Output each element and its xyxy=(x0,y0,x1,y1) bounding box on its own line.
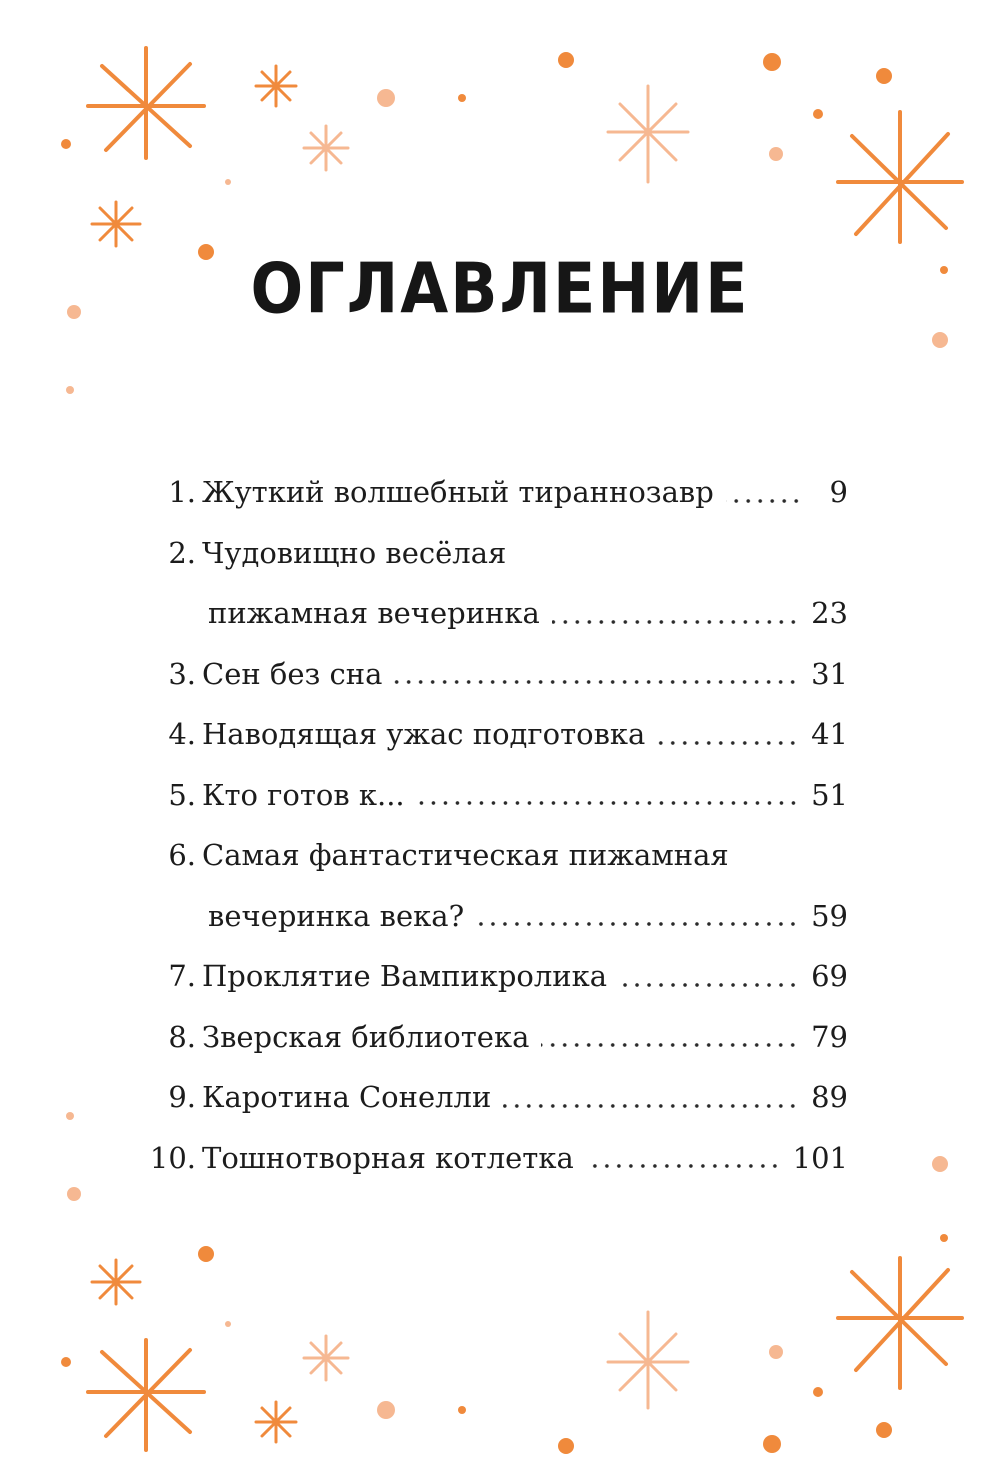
page-number: 9 xyxy=(829,475,848,509)
table-of-contents xyxy=(148,462,848,1188)
star-icon xyxy=(88,1340,204,1450)
chapter-title: Тошнотворная котлетка xyxy=(202,1140,574,1175)
chapter-title: Зверская библиотека xyxy=(202,1019,530,1054)
page-number: 101 xyxy=(792,1140,848,1175)
star-icon xyxy=(92,202,140,246)
chapter-number: 1. xyxy=(168,475,196,509)
chapter-title-continued: вечеринка века? xyxy=(208,898,465,933)
star-icon xyxy=(92,1260,140,1304)
page-number: 89 xyxy=(811,1080,848,1114)
chapter-number: 4. xyxy=(168,717,196,751)
chapter-number: 2. xyxy=(168,535,196,570)
chapter-title: Кто готов к... xyxy=(202,777,405,812)
page-number: 59 xyxy=(811,898,848,933)
chapter-title: Каротина Сонелли xyxy=(202,1080,492,1114)
chapter-number: 5. xyxy=(168,777,196,812)
chapter-number: 8. xyxy=(168,1019,196,1054)
star-icon xyxy=(88,48,204,158)
chapter-title: Чудовищно весёлая xyxy=(202,535,507,570)
page-number: 69 xyxy=(811,959,848,993)
star-icon xyxy=(304,126,348,170)
page-number: 51 xyxy=(811,777,848,812)
page-number: 79 xyxy=(811,1019,848,1054)
star-icon xyxy=(838,1258,962,1388)
chapter-title: Самая фантастическая пижамная xyxy=(202,838,729,872)
star-icon xyxy=(608,1312,688,1408)
dot-leader xyxy=(657,741,799,745)
dot-leader xyxy=(417,801,799,805)
toc-entry-continued[interactable] xyxy=(148,886,848,947)
toc-entry[interactable] xyxy=(148,644,848,705)
toc-entry[interactable] xyxy=(148,704,848,765)
dot-leader xyxy=(586,1164,781,1168)
chapter-number: 6. xyxy=(168,838,196,872)
page-title: ОГЛАВЛЕНИЕ xyxy=(250,247,750,330)
toc-entry-continued[interactable] xyxy=(148,583,848,644)
chapter-title-continued: пижамная вечеринка xyxy=(208,596,540,630)
star-icon xyxy=(608,86,688,182)
chapter-title: Проклятие Вампикролика xyxy=(202,959,608,993)
dot-leader xyxy=(476,922,799,926)
chapter-title: Сен без сна xyxy=(202,656,383,691)
chapter-number: 9. xyxy=(168,1080,196,1114)
dot-leader xyxy=(552,620,799,624)
toc-entry[interactable] xyxy=(148,1128,848,1189)
toc-entry[interactable] xyxy=(148,1007,848,1068)
chapter-title: Наводящая ужас подготовка xyxy=(202,717,646,751)
dot-leader xyxy=(394,680,799,684)
toc-entry[interactable] xyxy=(148,825,848,886)
dot-leader xyxy=(619,983,799,987)
toc-entry[interactable] xyxy=(148,1067,848,1128)
star-icon xyxy=(256,1402,296,1442)
toc-entry[interactable] xyxy=(148,462,848,523)
dot-leader xyxy=(541,1043,799,1047)
dot-leader xyxy=(503,1104,799,1108)
chapter-title: Жуткий волшебный тираннозавр xyxy=(202,475,714,509)
page-number: 23 xyxy=(811,596,848,630)
chapter-number: 10. xyxy=(149,1140,196,1175)
star-icon xyxy=(256,66,296,106)
dot-leader xyxy=(726,499,802,503)
page-number: 41 xyxy=(811,717,848,751)
star-icon xyxy=(304,1336,348,1380)
toc-entry[interactable] xyxy=(148,523,848,584)
chapter-number: 3. xyxy=(168,656,196,691)
page-number: 31 xyxy=(811,656,848,691)
chapter-number: 7. xyxy=(168,959,196,993)
toc-entry[interactable] xyxy=(148,946,848,1007)
star-icon xyxy=(838,112,962,242)
toc-entry[interactable] xyxy=(148,765,848,826)
